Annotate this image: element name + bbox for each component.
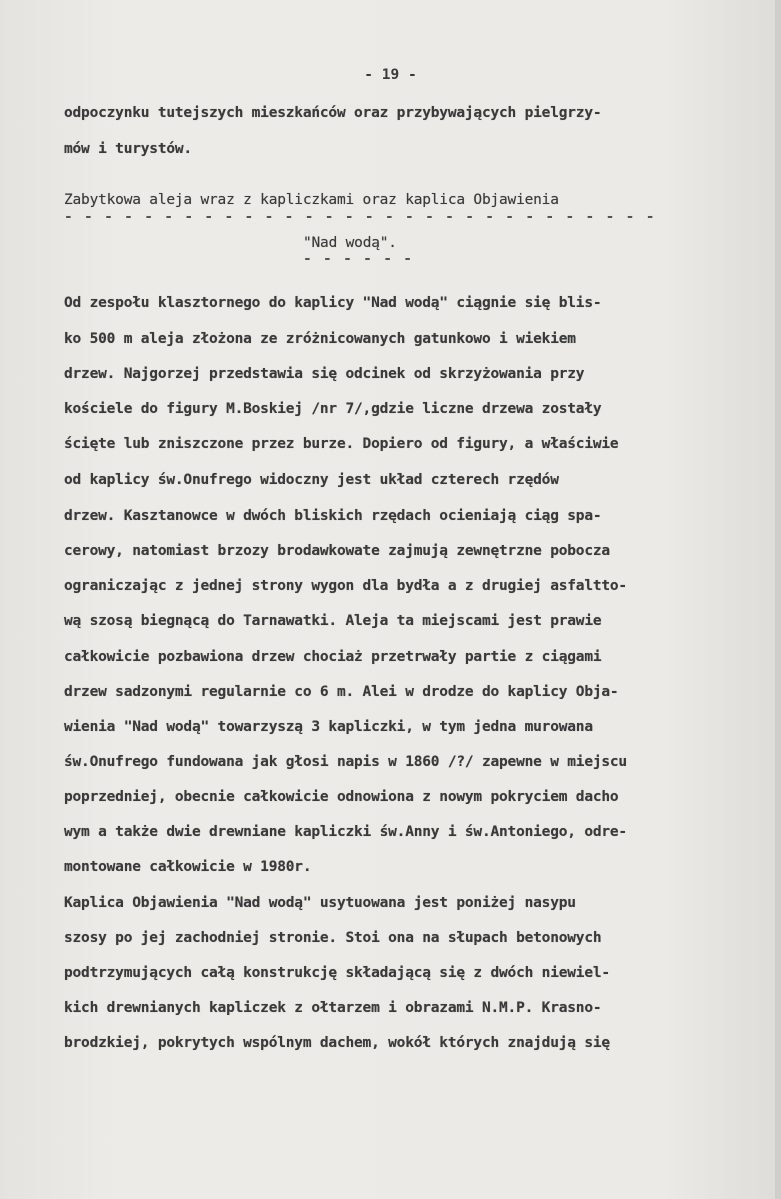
- paragraph-2-line: szosy po jej zachodniej stronie. Stoi ona na słupach betonowych: [64, 930, 602, 946]
- paragraph-1-line: montowane całkowicie w 1980r.: [64, 859, 312, 875]
- paragraph-1-line: ścięte lub zniszczone przez burze. Dopiero od figury, a właściwie: [64, 436, 619, 452]
- paragraph-1-line: całkowicie pozbawiona drzew chociaż przetrwały partie z ciągami: [64, 649, 602, 665]
- paragraph-2-line: kich drewnianych kapliczek z ołtarzem i obrazami N.M.P. Krasno-: [64, 1000, 602, 1016]
- section-heading-line-2: "Nad wodą".: [303, 235, 397, 251]
- paragraph-1-line: kościele do figury M.Boskiej /nr 7/,gdzie liczne drzewa zostały: [64, 401, 602, 417]
- paragraph-1-line: cerowy, natomiast brzozy brodawkowate zajmują zewnętrzne pobocza: [64, 543, 610, 559]
- paragraph-1-line: wym a także dwie drewniane kapliczki św.Anny i św.Antoniego, odre-: [64, 824, 627, 840]
- intro-line-2: mów i turystów.: [64, 141, 192, 157]
- paragraph-1-line: wą szosą biegnącą do Tarnawatki. Aleja ta miejscami jest prawie: [64, 613, 602, 629]
- paragraph-2-line: brodzkiej, pokrytych wspólnym dachem, wokół których znajdują się: [64, 1035, 610, 1051]
- paragraph-1-line: wienia "Nad wodą" towarzyszą 3 kapliczki, w tym jedna murowana: [64, 719, 593, 735]
- paragraph-1-line: od kaplicy św.Onufrego widoczny jest układ czterech rzędów: [64, 472, 559, 488]
- paragraph-1-line: ograniczając z jednej strony wygon dla bydła a z drugiej asfaltto-: [64, 578, 627, 594]
- paragraph-1-line: ko 500 m aleja złożona ze zróżnicowanych gatunkowo i wiekiem: [64, 331, 576, 347]
- paragraph-2-line: podtrzymujących całą konstrukcję składającą się z dwóch niewiel-: [64, 965, 610, 981]
- paragraph-2-line: Kaplica Objawienia "Nad wodą" usytuowana jest poniżej nasypu: [64, 895, 576, 911]
- section-heading-underline-2: - - - - - -: [303, 251, 414, 267]
- intro-line-1: odpoczynku tutejszych mieszkańców oraz przybywających pielgrzy-: [64, 105, 602, 121]
- paragraph-1-line: św.Onufrego fundowana jak głosi napis w 1860 /?/ zapewne w miejscu: [64, 754, 627, 770]
- paragraph-1-line: drzew. Najgorzej przedstawia się odcinek od skrzyżowania przy: [64, 366, 585, 382]
- section-heading-underline-1: - - - - - - - - - - - - - - - - - - - - - - - - - - - - - -: [64, 209, 656, 225]
- paragraph-1-line: poprzedniej, obecnie całkowicie odnowiona z nowym pokryciem dacho: [64, 789, 619, 805]
- paragraph-1-line: Od zespołu klasztornego do kaplicy "Nad wodą" ciągnie się blis-: [64, 295, 602, 311]
- paragraph-1-line: drzew sadzonymi regularnie co 6 m. Alei w drodze do kaplicy Obja-: [64, 684, 619, 700]
- paragraph-1-line: drzew. Kasztanowce w dwóch bliskich rzędach ocieniają ciąg spa-: [64, 508, 602, 524]
- section-heading-line-1: Zabytkowa aleja wraz z kapliczkami oraz kaplica Objawienia: [64, 192, 559, 208]
- page-number: - 19 -: [364, 67, 417, 83]
